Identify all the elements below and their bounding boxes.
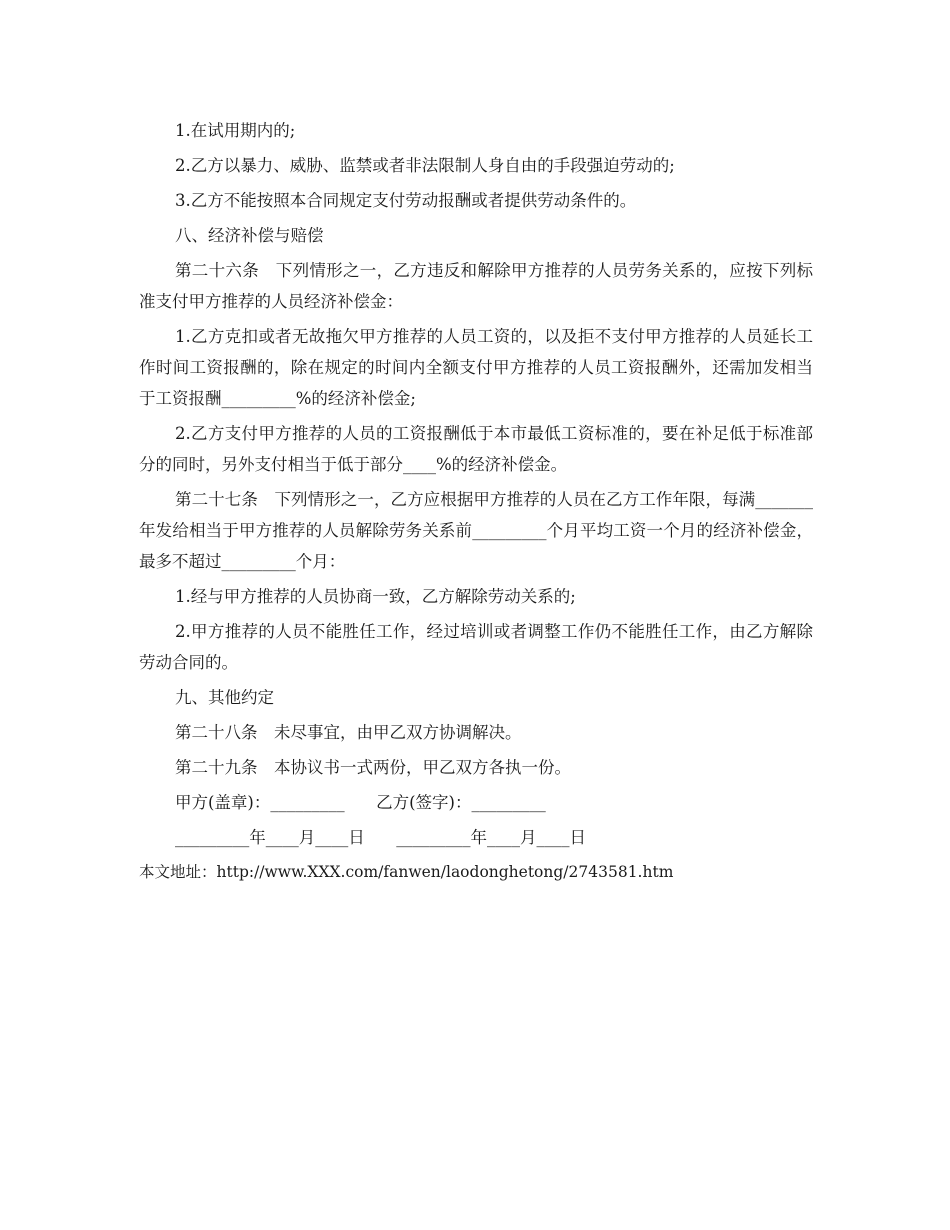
clause-item-forced-labor: 2.乙方以暴力、威胁、监禁或者非法限制人身自由的手段强迫劳动的; xyxy=(175,156,675,175)
signature-line: 甲方(盖章)：_________ 乙方(签字)：_________ xyxy=(175,793,546,812)
article-27-item-2: 2.甲方推荐的人员不能胜任工作，经过培训或者调整工作仍不能胜任工作，由乙方解除劳动合同的。 xyxy=(139,622,813,672)
article-26-item-2: 2.乙方支付甲方推荐的人员的工资报酬低于本市最低工资标准的，要在补足低于标准部分的同时，另外支付相当于低于部分____%的经济补偿金。 xyxy=(139,424,813,474)
article-26: 第二十六条 下列情形之一，乙方违反和解除甲方推荐的人员劳务关系的，应按下列标准支付甲方推荐的人员经济补偿金： xyxy=(139,261,813,311)
source-url: 本文地址：http://www.XXX.com/fanwen/laodonghetong/2743581.htm xyxy=(139,863,674,881)
clause-item-unpaid-wages: 3.乙方不能按照本合同规定支付劳动报酬或者提供劳动条件的。 xyxy=(175,191,637,210)
article-28: 第二十八条 未尽事宜，由甲乙双方协调解决。 xyxy=(175,723,522,742)
article-27: 第二十七条 下列情形之一，乙方应根据甲方推荐的人员在乙方工作年限，每满_______年发给相当于甲方推荐的人员解除劳务关系前_________个月平均工资一个月的经济补偿金，最多不超过_________个月： xyxy=(139,490,813,571)
article-29: 第二十九条 本协议书一式两份，甲乙双方各执一份。 xyxy=(175,758,571,777)
article-27-item-1: 1.经与甲方推荐的人员协商一致，乙方解除劳动关系的; xyxy=(175,587,576,606)
section-heading-compensation: 八、经济补偿与赔偿 xyxy=(175,226,324,245)
date-line: _________年____月____日 _________年____月____日 xyxy=(175,828,586,847)
document-body xyxy=(139,115,813,888)
article-26-item-1: 1.乙方克扣或者无故拖欠甲方推荐的人员工资的，以及拒不支付甲方推荐的人员延长工作时间工资报酬的，除在规定的时间内全额支付甲方推荐的人员工资报酬外，还需加发相当于工资报酬_________%的经济补偿金; xyxy=(139,327,813,408)
section-heading-other: 九、其他约定 xyxy=(175,688,274,707)
clause-item-probation: 1.在试用期内的; xyxy=(175,121,296,140)
